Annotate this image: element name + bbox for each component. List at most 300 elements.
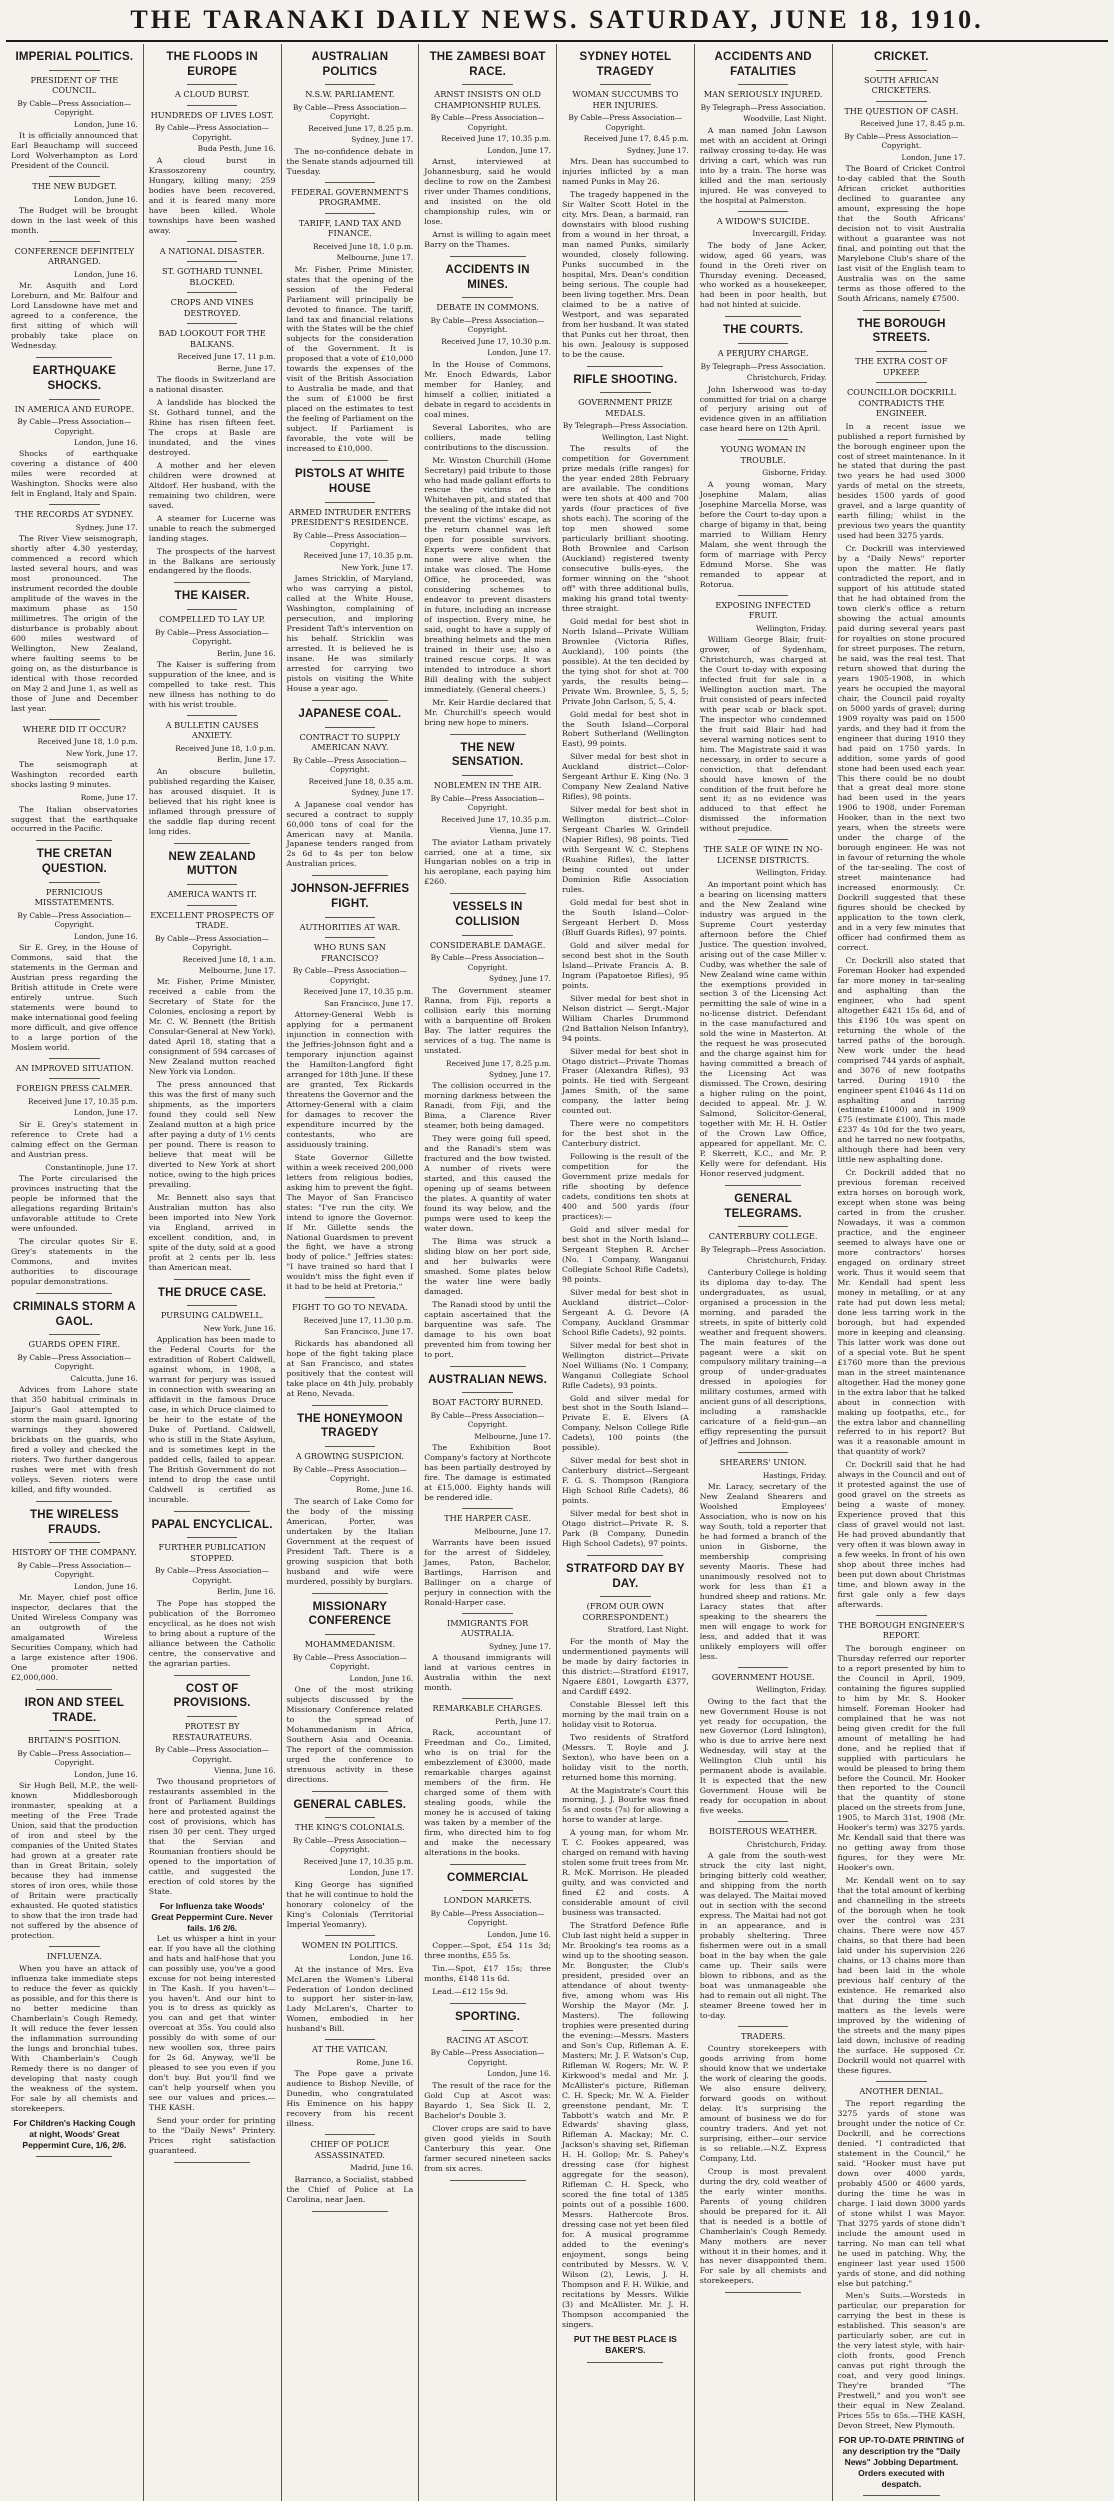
article: [562, 50, 689, 360]
article-paragraph: Barranco, a Socialist, stabbed the Chief of Police at La Carolina, near Jaen.: [286, 2174, 414, 2204]
column-6: [695, 44, 833, 2501]
article-separator: [725, 2292, 801, 2293]
article-paragraph: A young woman, Mary Josephine Malam, alias Josephine Marcella Morse, was before the Court to-day upon a charge of bigamy in that, being married to William Henry Malam, she went through the form of marriage with Percy Edmund Morse. She was remanded to appear at Rotorua.: [699, 479, 827, 589]
article-paragraph: Silver medal for best shot in Canterbury district—Sergeant F. G. S. Thompson (Rangiora High School Rifle Cadets), 86 points.: [562, 1456, 689, 1506]
article-paragraph: Constable Blessel left this morning by the mail train on a holiday visit to Rotorua.: [562, 1699, 689, 1729]
article-separator: [312, 875, 388, 876]
article: [700, 323, 827, 1179]
article-dateline: San Francisco, June 17.: [324, 1327, 414, 1337]
article-paragraph: Gold medal for best shot in North Island—Private William Brownlee (Victoria Rifles, Auckland), 100 points (the possible). At the ten decided by the tying shot for shot at 700 yards, the results being—Private Wm. Brownlee, 5, 5, 5; Private John Carlson, 5, 5, 4.: [562, 616, 689, 706]
article-paragraph: The Budget will be brought down in the last week of this month.: [11, 205, 138, 235]
article-subhead: BOISTEROUS WEATHER.: [700, 1821, 827, 1837]
article-paragraph: Silver medal for best shot in Auckland district—Color-Sergeant A. G. Devore (A Company, Auckland Grammar School Rifle Cadets), 92 points.: [562, 1287, 689, 1337]
article-dateline: Berlin, June 17.: [217, 755, 276, 765]
article-subhead: IMMIGRANTS FOR AUSTRALIA.: [424, 1613, 551, 1639]
article-paragraph: Gold and silver medal for second best shot in the South Island—Private Francis A. B. Ingram (Papatoetoe Rifles), 95 points.: [562, 940, 689, 990]
article-subhead: YOUNG WOMAN IN TROUBLE.: [700, 439, 827, 465]
article-byline: By Cable—Press Association—Copyright.: [17, 1352, 132, 1372]
article-subhead: A CLOUD BURST.: [149, 84, 276, 100]
article-byline: By Cable—Press Association—Copyright.: [844, 131, 959, 151]
article-paragraph: Advices from Lahore state that 350 habitual criminals in Jaipur's Gaol attempted to storm the main guard. Ignoring warnings they showered brickbats on the guards, who fired a volley and checked the rioters. Two further dangerous rushes were met with fresh volleys. Seven rioters were killed, and fifty wounded.: [11, 1385, 138, 1494]
article: [287, 882, 414, 1398]
article-subhead: CROPS AND VINES DESTROYED.: [149, 292, 276, 318]
article-separator: [587, 366, 663, 367]
article-subhead: MAN SERIOUSLY INJURED.: [700, 84, 827, 100]
article-paragraph: For the month of May the undermentioned payments will be made by dairy factories in this district:—Stratford £1917, Ngaere £801, Lowgarth £377, and Cardiff £492.: [562, 1636, 689, 1696]
article-subhead: THE KING'S COLONIALS.: [287, 1817, 414, 1833]
article-dateline: Gisborne, Friday.: [762, 468, 827, 478]
article-byline: By Cable—Press Association—Copyright.: [17, 417, 132, 436]
article-dateline: San Francisco, June 17.: [324, 998, 414, 1008]
article-dateline: Received June 17, 8.25 p.m.: [308, 123, 414, 133]
article-paragraph: Mr. Asquith and Lord Loreburn, and Mr. Balfour and Lord Lansdowne have met and agreed to a conference, the first sitting of which will probably take place on Wednesday.: [11, 281, 138, 351]
article: [11, 1300, 138, 1495]
article-subhead: GOVERNMENT HOUSE.: [700, 1667, 827, 1683]
article-byline: By Cable—Press Association—Copyright.: [155, 1745, 270, 1764]
article-separator: [725, 316, 801, 317]
article-paragraph: Send your order for printing to the "Daily News" Printery. Prices right satisfaction guaranteed.: [148, 2116, 276, 2156]
article-paragraph: The Board of Cricket Control to-day cabled that the South African cricket authorities declined to guarantee any amount, expressing the hope that the South Africans' decision not to visit Australia without a guarantee was not final, and pointing out that the Marylebone Club's share of the last visit of the English team to Australia was on the same terms as those offered to the South Africans, namely £7500.: [837, 164, 966, 303]
article-headline: NEW ZEALAND MUTTON: [168, 850, 256, 878]
article-headline: THE ZAMBESI BOAT RACE.: [429, 51, 546, 78]
article-byline: By Cable—Press Association—Copyright.: [155, 1566, 270, 1585]
article-paragraph: Cr. Dockrill said that he had always in the Council and out of it protested against the use of good gravel on the streets as being a waste of money. Experience proved that this class of gravel would not last. He had proved abundantly that very often it was blown away in a few weeks. In front of his own shop about three inches had been put down about Christmas time, and blown away in the first gale only a few days afterwards.: [837, 1460, 966, 1609]
article: [562, 373, 689, 1549]
article-paragraph: Sir E. Grey, in the House of Commons, said that the statements in the German and Austrian press regarding the British attitude in Crete were entirely untrue. Such statements were bound to make international good feeling more difficult, and give offence to a large portion of the Moslem world.: [11, 943, 138, 1052]
article-dateline: Berne, June 17.: [217, 363, 276, 373]
article-paragraph: Owing to the fact that the new Government House is not yet ready for occupation, the new Governor (Lord Islington), who is due to arrive here next Wednesday, will stay at the Wellington Club until his permanent abode is available. It is expected that the new Government House will be ready for occupation in about five weeks.: [699, 1696, 827, 1816]
article-subhead: A BULLETIN CAUSES ANXIETY.: [149, 715, 276, 741]
article-paragraph: The Pope has stopped the publication of the Borromeo encyclical, as he does not wish to bring about a rupture of the alliance between the Catholic centre, the conservative and the agrarian parties.: [148, 1598, 276, 1668]
article-paragraph: The borough engineer on Thursday referred our reporter to a report presented by him to the Council in April, 1909, containing the figures supplied to him by Mr. S. Hooker himself. Foreman Hooker had complained that he was not being given credit for the full amount of metalling he had done, and he replied that if supplied with particulars he would be pleased to bring them before the Council. Mr. Hooker then reported to the Council that the quantity of stone placed on the streets from June, 1905, to March 31st, 1908 (Mr. Hooker's term) was 3275 yards. Mr. Kendall said that there was no getting away from those figures, for they were Mr. Hooker's own.: [837, 1643, 966, 1873]
article: [11, 1696, 138, 2151]
article-headline: COMMERCIAL: [447, 1871, 529, 1884]
article-dateline: Wellington, Friday.: [755, 868, 827, 878]
article-separator: [174, 2162, 250, 2163]
article-paragraph: A young man, for whom Mr. T. C. Fookes appeared, was charged on remand with having stolen some fruit trees from Mr. R. McK. Morrison. He pleaded guilty, and was convicted and fined £2 and costs. A considerable amount of civil business was transacted.: [562, 1828, 689, 1918]
article-paragraph: Silver medal for best shot in Otago district—Private Thomas Fraser (Alexandra Rifles), 93 points. He tied with Sergeant James Smith, of the same company, the latter being counted out.: [562, 1046, 689, 1116]
article-dateline: Berlin, June 16.: [217, 1587, 276, 1597]
newspaper-columns: [6, 44, 1108, 2489]
article-byline: By Cable—Press Association—Copyright.: [430, 315, 545, 335]
article-headline: VESSELS IN COLLISION: [452, 901, 523, 929]
article-headline: EARTHQUAKE SHOCKS.: [32, 365, 116, 392]
article-dateline: London, June 16.: [74, 194, 138, 204]
article-byline: By Cable—Press Association—Copyright.: [17, 1748, 132, 1768]
article-byline: By Cable—Press Association—Copyright.: [430, 953, 545, 972]
article-dateline: Rome, June 16.: [356, 2057, 414, 2067]
article-subhead: COUNCILLOR DOCKRILL CONTRADICTS THE ENGINEER.: [838, 382, 966, 419]
article-paragraph: A mother and her eleven children were drowned at Altdorf. Her husband, with the remaining two children, were saved.: [148, 460, 276, 510]
article-separator: [312, 2211, 388, 2212]
article-byline: By Cable—Press Association—Copyright.: [568, 113, 683, 132]
article-paragraph: Rack, accountant of Freedman and Co., Limited, who is on trial for the embezzlement of £3000, made remarkable charges against members of the firm. He charged some of them with stealing goods, while the money he is accused of taking was taken by a member of the firm, who directed him to fog and make the necessary alterations in the books.: [424, 1728, 551, 1857]
article-dateline: Received June 17, 10.35 p.m.: [303, 987, 414, 997]
article-subhead: A PERJURY CHARGE.: [700, 343, 827, 359]
article-dateline: Melbourne, June 17.: [198, 965, 276, 975]
article-subhead: (FROM OUR OWN CORRESPONDENT.): [562, 1596, 689, 1622]
article-headline: STRATFORD DAY BY DAY.: [566, 1563, 685, 1590]
article-headline: CRIMINALS STORM A GAOL.: [12, 1300, 136, 1328]
article-dateline: New York, June 17.: [341, 562, 414, 572]
article-subhead: ARMED INTRUDER ENTERS PRESIDENT'S RESIDENCE.: [287, 502, 414, 528]
article-paragraph: Mr. Keir Hardie declared that Mr. Churchill's speech would bring new hope to miners.: [424, 697, 551, 727]
article-headline: THE BOROUGH STREETS.: [857, 317, 946, 345]
article-byline: By Telegraph—Press Association.: [700, 361, 826, 371]
article: [149, 850, 276, 1273]
article-paragraph: An obscure bulletin, published regarding the Kaiser, has aroused disquiet. It is believed that his right knee is inflamed through pressure of the saddle flap during recent long rides.: [148, 766, 276, 836]
article-paragraph: Following is the result of the competition for the Government prize medals for rifle shooting by defence cadets, conditions ten shots at 400 and 500 yards (four practices):—: [562, 1152, 689, 1222]
article-dateline: Rome, June 17.: [80, 793, 138, 803]
article-headline: GENERAL CABLES.: [293, 1798, 407, 1811]
article-subhead: THE EXTRA COST OF UPKEEP.: [838, 351, 966, 377]
article-paragraph: Gold and silver medal for best shot in the South Island—Private E. E. Elvers (A Company, Nelson College Rifle Cadets), 100 points (the possible).: [562, 1393, 689, 1453]
article-dateline: Sydney, June 17.: [489, 974, 551, 984]
article-paragraph: John Isherwood was to-day committed for trial on a charge of perjury arising out of evidence given in an affiliation case heard here on 12th April.: [699, 384, 827, 434]
article-headline: COST OF PROVISIONS.: [173, 1682, 251, 1710]
article-dateline: London, June 17.: [487, 145, 551, 155]
article: [424, 1871, 551, 1997]
article-subhead: CANTERBURY COLLEGE.: [700, 1226, 827, 1242]
article: [424, 263, 551, 728]
article-headline: THE NEW SENSATION.: [451, 741, 524, 769]
article-byline: By Cable—Press Association—Copyright.: [17, 98, 132, 118]
article-paragraph: Silver medal for best shot in Nelson district — Sergt.-Major William Charles Drummond (2nd Battalion Nelson Infantry), 94 points.: [562, 993, 689, 1043]
article-paragraph: The collision occurred in the morning darkness between the Ranadi, from Fiji, and the Bima, a Clarence River steamer, both being damaged.: [424, 1081, 551, 1131]
article-paragraph: A thousand immigrants will land at various centres in Australia within the next month.: [424, 1653, 551, 1693]
article-paragraph: The search of Lake Como for the body of the missing American, Porter, was undertaken by the Italian Government at the request of President Taft. There is a growing suspicion that both husband and wife were murdered, possibly by burglars.: [286, 1496, 414, 1586]
article-dateline: Received June 18, 1.0 p.m.: [312, 241, 414, 251]
article-headline: THE DRUCE CASE.: [157, 1286, 267, 1299]
article-headline: AUSTRALIAN POLITICS: [311, 51, 389, 78]
article-paragraph: A man named John Lawson met with an accident at Oringi railway crossing to-day. He was driving a cart, which was run into by a train. The horse was killed and the man seriously injured. He was conveyed to the hospital at Palmerston.: [699, 125, 827, 205]
article-dateline: Buda Pesth, June 16.: [197, 144, 276, 154]
article-separator: [863, 310, 940, 311]
article-dateline: Rome, June 16.: [356, 1485, 414, 1495]
article-dateline: Melbourne, June 17.: [336, 253, 414, 263]
article-separator: [174, 1279, 250, 1280]
article-paragraph: The River View seismograph, shortly after 4.30 yesterday, commenced a record which lasted several hours, and was most pronounced. The instrument recorded the double amplitude of the waves in the maximum phase as 150 millimetres. The origin of the disturbance is probably about 600 miles westward of Wellington, New Zealand, where faulting seems to be going on, as the disturbance is identical with those recorded on May 2 and June 1, as well as those of June and December last year.: [11, 534, 138, 713]
article-paragraph: The no-confidence debate in the Senate stands adjourned till Tuesday.: [286, 146, 414, 176]
article-paragraph: It is officially announced that Earl Beauchamp will succeed Lord Wolverhampton as Lord President of the Council.: [11, 131, 138, 171]
article-headline: RIFLE SHOOTING.: [573, 373, 678, 386]
article-separator: [36, 840, 112, 841]
article-subhead: FEDERAL GOVERNMENT'S PROGRAMME.: [287, 182, 414, 208]
article-subhead: TRADERS.: [700, 2026, 827, 2042]
article-subhead: REMARKABLE CHARGES.: [424, 1698, 551, 1714]
masthead-rule: [6, 40, 1108, 42]
article: [149, 1518, 276, 1669]
article-paragraph: The Bima was struck a sliding blow on her port side, and her bulwarks were smashed. Some plates below the water line were badly damaged.: [424, 1236, 551, 1296]
article-paragraph: State Governor Gillette within a week received 200,000 letters from religious bodies, asking him to prevent the fight. The Mayor of San Francisco states: "I've run the city. We intend to ignore the Governor. If Mr. Gillette sends the National Guardsmen to prevent the fight, we have a strong body of police." Jeffries states: "I have trained so hard that I wouldn't miss the fight even if it had to be held at Pretoria.": [286, 1152, 414, 1292]
article-paragraph: Arnst is willing to again meet Barry on the Thames.: [424, 230, 551, 250]
article-subhead: AUTHORITIES AT WAR.: [287, 917, 414, 933]
article-paragraph: There were no competitors for the best shot in the Canterbury district.: [562, 1119, 689, 1149]
article-paragraph: The Porte circularised the provinces instructing that the people be informed that the allegations regarding Britain's unfavorable attitude to Crete were unfounded.: [11, 1174, 138, 1234]
article-separator: [312, 1405, 388, 1406]
masthead: [0, 0, 1114, 40]
article-paragraph: Mrs. Dean has succumbed to injuries inflicted by a man named Punks in May 26.: [562, 157, 689, 187]
article-headline: SPORTING.: [455, 2011, 521, 2024]
article-headline: GENERAL TELEGRAMS.: [724, 1192, 802, 1220]
article: [700, 1192, 827, 2287]
article-paragraph: The body of Jane Acker, widow, aged 66 years, was found in the Oreti river on Thursday evening. Deceased, who worked as a housekeeper, had been in poor health, but had not hinted at suicide.: [699, 240, 827, 310]
article-subhead: FOREIGN PRESS CALMER.: [11, 1078, 138, 1094]
article-paragraph: Shocks of earthquake covering a distance of 400 miles were recorded at Washington. Shocks were also felt in England, Italy and Spain.: [11, 449, 138, 499]
article-headline: JOHNSON-JEFFRIES FIGHT.: [290, 883, 410, 911]
article-separator: [450, 256, 526, 257]
article-paragraph: Mr. Bennett also says that Australian mutton has also been imported into New York via England, arrived in excellent condition, and, in spite of the duty, sold at a good profit at 2 cents per lb. less than American meat.: [148, 1192, 276, 1272]
article-subhead: MOHAMMEDANISM.: [287, 1634, 414, 1650]
article-paragraph: The circular quotes Sir E. Grey's statements in the Commons, and invites authorities to discourage popular demonstrations.: [11, 1237, 138, 1286]
article-paragraph: Silver medal for best shot in Wellington district—Private Noel Williams (No. 1 Company, Wanganui Collegiate School Rifle Cadets), 93 points.: [562, 1340, 689, 1390]
article-dateline: London, June 16.: [74, 269, 138, 279]
article-headline: ACCIDENTS IN MINES.: [445, 264, 530, 291]
article-subhead: TARIFF, LAND TAX AND FINANCE.: [287, 213, 414, 239]
article-dateline: Received June 17, 11.30 p.m.: [303, 1315, 414, 1325]
article-separator: [450, 2003, 526, 2004]
article-subhead: EXCELLENT PROSPECTS OF TRADE.: [149, 905, 276, 931]
article-paragraph: Croup is most prevalent during the dry, cold weather of the early winter months. Parents of young children should be prepared for it. All that is needed is a bottle of Chamberlain's Cough Remedy. Many mothers are never without it in their homes, and it has never disappointed them. For sale by all chemists and storekeepers.: [699, 2166, 827, 2286]
article-paragraph: The report regarding the 3275 yards of stone was brought under the notice of Cr. Dockrill, and he corrections denied. "I contradicted that statement in the Council," he said. "Hooker must have put down over 4000 yards, probably 4500 or 4600 yards, during the time he was in charge. I laid down 3000 yards of stone whilst I was Mayor. That 3275 yards of stone didn't include the amount used in tarring. No man can tell what he used in patching. Why, the engineer last year used 1500 yards of stone, and did nothing else but patching.": [837, 2099, 966, 2288]
article-dateline: London, June 16.: [349, 1673, 414, 1683]
article-paragraph: One of the most striking subjects discussed by the Missionary Conference related to the spread of Mohammedanism in Africa, Southern Asia and Oceania. The report of the commission urged the conference to strenuous activity in these directions.: [286, 1684, 414, 1784]
article-headline: THE CRETAN QUESTION.: [36, 848, 112, 876]
article-paragraph: Silver medal for best shot in Otago district—Private R. S. Park (B Company, Dunedin High School Cadets), 97 points.: [562, 1509, 689, 1549]
article-paragraph: Mr. Laracy, secretary of the New Zealand Shearers and Woolshed Employees' Association, who is now on his way South, told a reporter that he had formed a branch of the union in Gisborne, the membership comprising seventy Maoris. These had unanimously resolved not to work for less than £1 a hundred sheep and rations. Mr. Laracy states that after speaking to the shearers the men will engage to work for less, and added that it was unlikely employers will offer less.: [699, 1482, 827, 1661]
article-paragraph: At the Magistrate's Court this morning, J. J. Bourke was fined 5s and costs (7s) for allowing a horse to wander at large.: [562, 1785, 689, 1825]
article-separator: [36, 1293, 112, 1294]
article-headline: CRICKET.: [874, 51, 929, 63]
article-byline: By Cable—Press Association—Copyright.: [292, 1652, 407, 1672]
article-paragraph: Men's Suits.—Worsteds in particular, our preparation for carrying the best in these is established. This season's are particularly sober, are cut in the very latest style, with hair-cloth fronts, good French canvas put right through the coat, and very good linings. They're branded "The Prestwell," and you won't see their equal in New Zealand. Prices 55s to 65s.—THE KASH, Devon Street, New Plymouth.: [837, 2291, 966, 2431]
article-paragraph: The Italian observatories suggest that the earthquake occurred in the Pacific.: [11, 804, 138, 834]
article-dateline: Received June 17, 8.45 p.m.: [860, 119, 966, 129]
article-subhead: BAD LOOKOUT FOR THE BALKANS.: [149, 323, 276, 349]
article-dateline: Received June 17, 10.30 p.m.: [441, 336, 551, 346]
article-paragraph: Arnst, interviewed at Johannesburg, said he would decline to row on the Zambesi river under Thames conditions, and insisted on the old championship rules, win or lose.: [424, 157, 551, 227]
article-paragraph: Two residents of Stratford (Messrs. T. Boyle and J. Sexton), who have been on a holiday visit to the north, returned home this morning.: [562, 1732, 689, 1782]
article-paragraph: Several Laborites, who are colliers, made telling contributions to the discussion.: [424, 422, 551, 452]
article-dateline: Received June 17, 10.35 p.m.: [303, 551, 414, 561]
article-dateline: London, June 17.: [901, 152, 966, 162]
article-paragraph: Copper.—Spot, £54 11s 3d; three months, £55 5s.: [424, 1941, 551, 1961]
article-paragraph: Gold medal for best shot in the South Island—Color-Sergeant Herbert D. Moss (Bluff Guards Rifles), 97 points.: [562, 897, 689, 937]
article-paragraph: The floods in Switzerland are a national disaster.: [148, 375, 276, 394]
article-paragraph: The results of the competition for Government prize medals (rifle ranges) for the year ended 28th February are available. The conditions were ten shots at 400 and 700 yards (four practices of five shots each). The scoring of the top men showed some particularly brilliant shooting. Both Brownlee and Carlson (Auckland) registered twenty consecutive bulls-eyes, the former winning on the "shoot off" with three additional bulls, making his grand total twenty-three straight.: [562, 444, 689, 613]
article-dateline: Sydney, June 17.: [75, 522, 138, 532]
article: [11, 847, 138, 1286]
article-byline: By Cable—Press Association—Copyright.: [292, 966, 407, 985]
article-paragraph: Silver medal for best shot in Auckland district—Color-Sergeant Arthur E. King (No. 3 Company New Zealand Native Rifles), 98 points.: [562, 752, 689, 802]
article-subhead: PURSUING CALDWELL.: [149, 1305, 276, 1321]
article-separator: [863, 2495, 940, 2496]
article-subhead: WHERE DID IT OCCUR?: [11, 719, 138, 735]
article-dateline: Woodville, Last Night.: [743, 114, 827, 124]
article-subhead: THE RECORDS AT SYDNEY.: [11, 504, 138, 520]
article-paragraph: In a recent issue we published a report furnished by the borough engineer upon the cost of street maintenance. In it he stated that during the past two years he had used 3000 yards of metal on the streets, besides 1500 yards of good gravel, and a large quantity of earth filling; whilst in the previous two years the quantity used had been 3275 yards.: [837, 421, 966, 541]
article-subhead: ARNST INSISTS ON OLD CHAMPIONSHIP RULES.: [424, 84, 551, 110]
article-paragraph: The Stratford Defence Rifle Club last night held a supper in Mr. Brooking's tea rooms as a wind up to the shooting season. Mr. Bonguster, the Club's president, presided over an attendance of about twenty-five, among whom was His Worship the Mayor (Mr. J. Masters). The following trophies were presented during the evening:—Messrs. Masters and Son's Cup, Rifleman A. E. Masters; Mr. J. F. Watson's Cup, Rifleman W. Rogers; Mr. W. P. Kirkwood's medal and Mr. J. McAllister's picture, Rifleman C. H. Speck; Mr. W. A. Fielder greenstone pendant, Mr. T. Tabbott's watch and Mr. P. Edwards' shaving glass, Rifleman A. Mackay; Mr. C. Jackson's shaving set, Rifleman H. H. Gollop; Mr. S. Pahey's dressing case (for highest aggregate for the season), Rifleman C. H. Speck, who scored the fine total of 1385 points out of a possible 1600. Messrs. Hathercote Bros. dressing case not yet been filed for. A musical programme added to the evening's enjoyment, songs being contributed by Messrs. W. V. Wilson (2), Lewis, J. H. Thompson and F. H. Wilkie, and recitations by Messrs. Wilkie (3) and McAllister. Mr. J. H. Thompson accompanied the singers.: [562, 1921, 689, 2329]
article-dateline: London, June 16.: [74, 1581, 138, 1591]
article-dateline: Sydney, June 17.: [626, 145, 689, 155]
article: [287, 707, 414, 869]
article-paragraph: Cr. Dockrill added that no previous foreman received extra horses on borough work, except when stone was being carted in from the crusher. Nowadays, it was a common practice, and the engineer seemed to always have one or more contractors' horses engaged on ordinary street work. Thus it would seem that Mr. Kendall had spent less money in metalling, or at any rate had put down less metal; done less tarring work in the borough, but had expended more in keeping and cleansing. This latter work was done out of a special vote. But he spent £1760 more than the previous man in the street maintenance altogether. Had the money gone in the extra labor that he talked about in connection with making up footpaths, etc., for the extra labor and channelling referred to in his report? But was it a reasonable amount in that quantity of work?: [837, 1168, 966, 1457]
article-subhead: A GROWING SUSPICION.: [287, 1446, 414, 1462]
article-paragraph: Silver medal for best shot in Wellington district—Color-Sergeant Charles W. Grindell (Napier Rifles), 98 points. Tied with Sergeant W. C. Stephens (Ruahine Rifles), the latter being counted out under Dominion Rifle Association rules.: [562, 805, 689, 894]
article-dateline: London, June 17.: [349, 1868, 414, 1878]
article-dateline: Christchurch, Friday.: [746, 373, 827, 383]
article-paragraph: Mr. Mayer, chief post office inspector, declares that the United Wireless Company was an outgrowth of the amalgamated Wireless Securities Company, which had a large existence after 1906. One promoter netted £2,000,000.: [11, 1593, 138, 1682]
article-paragraph: The press announced that this was the first of many such shipments, as the importers found they could sell New Zealand mutton at a high price after paying a duty of 1½ cents per pound. There is reason to believe that meat will be diverted to New York at short notice, owing to the high prices prevailing.: [148, 1080, 276, 1189]
article-paragraph: The Pope gave a private audience to Bishop Neville, of Dunedin, who congratulated His Eminence on his happy recovery from his recent illness.: [286, 2069, 414, 2129]
article-paragraph: Mr. Winston Churchill (Home Secretary) paid tribute to those who had made gallant efforts to rescue the victims of the Whitehaven pit, and stated that the sealing of the intake did not prevent the victims' escape, as the return channel was left open for possible survivors. Experts were confident that none were alive when the intake was closed. The Home Office, he proceeded, was considering schemes to endeavor to prevent disasters in future, including an increase of inspection. Every mine, he said, ought to have a supply of breathing helmets and the men trained in their use; also a trained rescue corps. It was intended to introduce a short Bill dealing with the subject immediately. (General cheers.): [424, 455, 551, 694]
article-dateline: Received June 17, 10.35 p.m.: [441, 134, 551, 144]
article-dateline: Received June 17, 10.35 p.m.: [303, 1856, 414, 1866]
article-dateline: Vienna, June 17.: [489, 826, 551, 836]
article-headline: THE HONEYMOON TRAGEDY: [297, 1412, 403, 1440]
article-dateline: London, June 17.: [487, 348, 551, 358]
article-separator: [36, 2156, 112, 2157]
article-dateline: Hastings, Friday.: [762, 1470, 827, 1480]
article-headline: THE KAISER.: [174, 590, 250, 603]
article-separator: [450, 1864, 526, 1865]
article-paragraph: Clover crops are said to have given good yields in South Canterbury this year. One farmer secured nineteen sacks from six acres.: [424, 2123, 551, 2173]
article-dateline: Received June 17, 8.25 p.m.: [446, 1058, 551, 1068]
article-paragraph: In the House of Commons, Mr. Enoch Edwards, Labor member for Hanley, and himself a collier, initiated a debate in regard to accidents in coal mines.: [424, 359, 551, 419]
article-subhead: BOAT FACTORY BURNED.: [424, 1392, 551, 1408]
article-subhead: PROTEST BY RESTAURATEURS.: [149, 1716, 276, 1742]
article-subhead: SHEARERS' UNION.: [700, 1452, 827, 1468]
article: [287, 1798, 414, 2205]
article-dateline: London, June 16.: [74, 119, 138, 129]
article-paragraph: William George Blair, fruit-grower, of Sydenham, Christchurch, was charged at the Court to-day with exposing infected fruit for sale in a Wellington auction mart. The fruit consisted of pears infected with pear scab or black spot. The inspector who condemned the fruit said Blair had had several warning notices sent to him. The Magistrate said it was necessary, in order to secure a conviction, that defendant should have known of the condition of the fruit before he sent it; as no evidence was adduced to that effect he dismissed the information without prejudice.: [699, 634, 827, 834]
article-dateline: Received June 18, 1 a.m.: [182, 954, 276, 964]
article-byline: By Cable—Press Association—Copyright.: [430, 113, 545, 132]
article-paragraph: Rickards has abandoned all hope of the fight taking place at San Francisco, and states positively that the contest will take place on 4th July, probably at Reno, Nevada.: [286, 1338, 414, 1398]
article: [11, 1508, 138, 1683]
article-headline: PISTOLS AT WHITE HOUSE: [295, 468, 405, 495]
article-separator: [450, 893, 526, 894]
article: [838, 317, 966, 2490]
article-subhead: DEBATE IN COMMONS.: [424, 297, 551, 313]
article-dateline: Christchurch, Friday.: [746, 1839, 827, 1849]
article-dateline: Received June 18, 1.0 p.m.: [175, 743, 276, 753]
article-dateline: Received June 17, 10.35 p.m.: [28, 1096, 138, 1106]
article-headline: IRON AND STEEL TRADE.: [24, 1696, 125, 1724]
article: [424, 50, 551, 250]
article-subhead: WHO RUNS SAN FRANCISCO?: [287, 937, 414, 963]
column-7: [833, 44, 971, 2501]
article-paragraph: They were going full speed, and the Ranadi's stem was fractured and the bow twisted. A number of rivets were started, and this caused the opening up of seams between the plates. A quantity of water found its way below, and the pumps were used to keep the water down.: [424, 1134, 551, 1233]
article-separator: [587, 2362, 663, 2363]
article-paragraph: The Government steamer Ranna, from Fiji, reports a collision early this morning with a barquentine off Broken Bay. The latter requires the services of a tug. The name is unstated.: [424, 985, 551, 1055]
article-subhead: ANOTHER DENIAL.: [838, 2081, 966, 2097]
article-byline: By Telegraph—Press Association.: [700, 102, 826, 112]
column-4: [419, 44, 557, 2501]
article-separator: [36, 357, 112, 358]
article-headline: ACCIDENTS AND FATALITIES: [714, 51, 812, 78]
article-paragraph: Canterbury College is holding its diploma day to-day. The undergraduates, as usual, organised a procession in the morning, and paraded the streets, in spite of bitterly cold weather and frequent showers. The main features of the pageant were a skit on compulsory military training—a group of under-graduates dressed in apologies for military costumes, armed with ancient guns of all descriptions, including a ramshackle caricature of a field-gun—an effigy representing the pursuit of Jeffries and Johnson.: [699, 1267, 827, 1447]
article-dateline: London, June 16.: [487, 2069, 551, 2079]
article: [287, 50, 414, 454]
article-paragraph: An important point which has a bearing on licensing matters and the New Zealand wine industry was argued in the Supreme Court yesterday afternoon before the Chief Justice. The question involved, arising out of the case Miller v. Cudby, was whether the sale of New Zealand wine came within the exemptions provided in section 3 of the Licensing Act permitting the sale of wine in a no-license district. Defendant in the case manufactured and sold the wine in Masterton. At the request he was prosecuted and the charge against him for having committed a breach of the Licensing Act was dismissed. The Crown, desiring a higher ruling on the point, decided to appeal. Mr. J. W. Salmond, Solicitor-General, together with Mr. H. H. Ostler of the Crown Law Office, appeared for appellant. Mr. C. P. Skerrett, K.C., and Mr. P. Kelly were for defendant. His Honor reserved judgment.: [699, 879, 827, 1178]
article-dateline: Christchurch, Friday.: [746, 1256, 827, 1266]
article-paragraph: Let us whisper a hint in your ear. If you have all the clothing and hats and half-hose that you can possibly use, you've a good excuse for not being interested in The Kash. If you haven't—you haven't. And our hint to you is to dress as quickly as you can and get that winter overcoat at 35s. You could also possibly do with some of our new woollen sox, three pairs for 2s 6d. Anyway, we'll be pleased to see you even if you don't buy. But you'll find we can't help yourself when you see our values and prices.—THE KASH.: [148, 1933, 276, 2113]
article-paragraph: Warrants have been issued for the arrest of Siddeley, James, Paton, Bachelor, Bartlings, Harrison and Ballinger on a charge of perjury in connection with the Ronald-Harper case.: [424, 1538, 551, 1607]
article-dateline: London, June 17.: [74, 1108, 138, 1118]
article: [424, 1373, 551, 1858]
article-dateline: Sydney, June 17.: [489, 1641, 551, 1651]
article-paragraph: Two thousand proprietors of restaurants assembled in the front of Parliament Buildings here and protested against the cost of provisions, which has risen 30 per cent. They urged that the Servian and Roumanian frontiers should be opened to the importation of cattle, and suggested the erection of cold stores by the State.: [148, 1777, 276, 1897]
article-dateline: Wellington, Last Night.: [601, 432, 689, 442]
article-separator: [312, 1791, 388, 1792]
article-paragraph: The aviator Latham privately carried, one at a time, six Hungarian nobles on a trip in his aeroplane, each paying him £260.: [424, 837, 551, 887]
article-separator: [174, 1675, 250, 1676]
article-headline: SYDNEY HOTEL TRAGEDY: [579, 51, 672, 78]
article-subhead: WOMEN IN POLITICS.: [287, 1935, 414, 1951]
article-subhead: A WIDOW'S SUICIDE.: [700, 211, 827, 227]
article: [424, 741, 551, 888]
article-separator: [174, 843, 250, 844]
article-byline: By Cable—Press Association—Copyright.: [292, 1464, 407, 1483]
article: [149, 1286, 276, 1505]
article-paragraph: Mr. Fisher, Prime Minister, received a cable from the Secretary of State for the Colonies, enclosing a report by Mr. C. W. Bennett (the British Consular-General at New York), dated April 18, stating that a consignment of 594 carcases of New Zealand mutton reached New York via London.: [148, 977, 276, 1077]
advertisement: PUT THE BEST PLACE IS BAKER'S.: [573, 2333, 677, 2355]
article-subhead: HUNDREDS OF LIVES LOST.: [149, 105, 276, 121]
article: [149, 1682, 276, 2156]
article-subhead: WOMAN SUCCUMBS TO HER INJURIES.: [562, 84, 689, 110]
article-subhead: ST. GOTHARD TUNNEL BLOCKED.: [149, 261, 276, 287]
article-byline: By Cable—Press Association—Copyright.: [430, 1908, 545, 1928]
article-dateline: New York, June 17.: [65, 748, 138, 758]
advertisement: For Children's Hacking Cough at night, Woods' Great Peppermint Cure, 1/6, 2/6.: [13, 2117, 136, 2150]
article-paragraph: Tin.—Spot, £17 15s; three months, £148 11s 6d.: [424, 1964, 551, 1984]
article-dateline: Vienna, June 16.: [213, 1765, 276, 1775]
article-subhead: LONDON MARKETS.: [424, 1890, 551, 1906]
article-byline: By Telegraph—Press Association.: [562, 421, 688, 431]
article: [287, 1412, 414, 1587]
article-paragraph: Mr. Fisher, Prime Minister, states that the opening of the session of the Federal Parliament will principally be devoted to finance. The tariff, land tax and financial relations with the States will be the chief subjects for the consideration of the Government. It is proposed that a vote of £10,000 towards the expenses of the visit of the British Association to Australia be made, and that the sum of £1000 be first placed on the estimates to test the feeling of Parliament on the subject. If Parliament is favorable, the vote will be increased to £10,000.: [286, 264, 414, 454]
article-dateline: Stratford, Last Night.: [607, 1625, 689, 1635]
article-dateline: Wellington, Friday.: [755, 1685, 827, 1695]
article-separator: [36, 1501, 112, 1502]
article-paragraph: A Japanese coal vendor has secured a contract to supply 60,000 tons of coal for the American navy at Manila. Japanese tenders ranged from 2s 6d to 4s per ton below Australian prices.: [286, 799, 414, 869]
article-byline: By Cable—Press Association—Copyright.: [155, 627, 270, 647]
article-paragraph: The result of the race for the Gold Cup at Ascot was: Bayardo 1, Sea Sick II. 2, Bachelor's Double 3.: [424, 2080, 551, 2120]
article: [424, 900, 551, 1359]
article-separator: [36, 1689, 112, 1690]
advertisement: FOR UP-TO-DATE PRINTING of any description try the "Daily News" Jobbing Department. Orders executed with despatch.: [838, 2435, 965, 2489]
article-dateline: Madrid, June 16.: [350, 2163, 414, 2173]
article-dateline: London, June 16.: [74, 1769, 138, 1779]
article-dateline: Invercargill, Friday.: [752, 229, 827, 239]
article-subhead: NOBLEMEN IN THE AIR.: [424, 775, 551, 791]
article-headline: MISSIONARY CONFERENCE: [308, 1600, 392, 1628]
article-subhead: AMERICA WANTS IT.: [149, 884, 276, 900]
article-separator: [312, 1593, 388, 1594]
article-subhead: PERNICIOUS MISSTATEMENTS.: [11, 882, 138, 908]
article: [11, 364, 138, 834]
article-dateline: London, June 16.: [487, 1929, 551, 1939]
article-dateline: Received June 18, 1.0 p.m.: [37, 737, 138, 747]
article-subhead: THE QUESTION OF CASH.: [838, 101, 966, 117]
article-subhead: FURTHER PUBLICATION STOPPED.: [149, 1537, 276, 1563]
article-headline: THE COURTS.: [723, 324, 804, 337]
advertisement: For Influenza take Woods' Great Peppermint Cure. Never fails. 1/6 2/6.: [151, 1901, 273, 1933]
article-subhead: RACING AT ASCOT.: [424, 2030, 551, 2046]
article-byline: By Cable—Press Association—Copyright.: [17, 910, 132, 930]
